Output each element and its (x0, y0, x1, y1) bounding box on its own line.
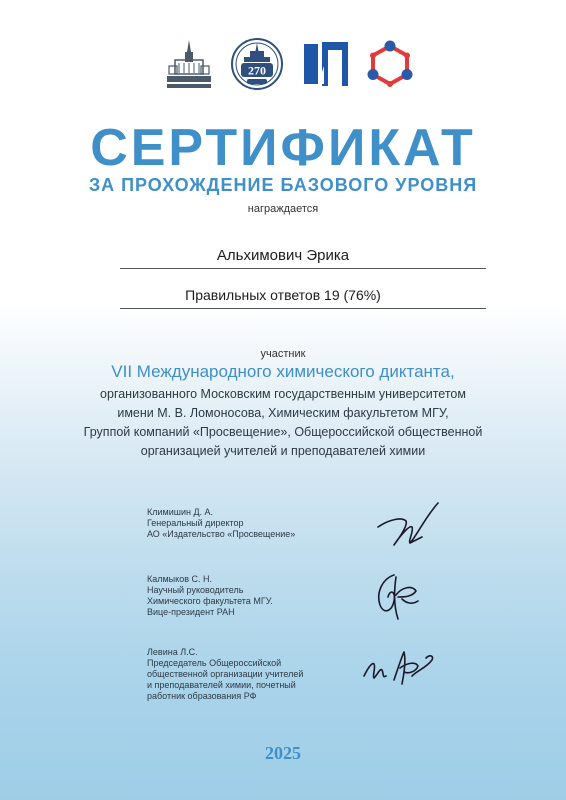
name-underline (120, 268, 486, 269)
msu-270-years-logo (229, 36, 285, 92)
signer-line: Генеральный директор (147, 518, 244, 528)
result-text: Правильных ответов 19 (76%) (185, 287, 381, 303)
description-line: имени М. В. Ломоносова, Химическим факультетом МГУ, (117, 406, 449, 420)
signer-line: работник образования РФ (147, 691, 257, 701)
signer-line: и преподавателей химии, почетный (147, 680, 296, 690)
signer-levina (147, 647, 303, 702)
signature-klimishin (372, 497, 442, 557)
signer-kalmykov (147, 574, 273, 618)
event-description (60, 385, 506, 461)
signer-line: Климишин Д. А. (147, 507, 214, 517)
signer-line: Химического факультета МГУ. (147, 596, 273, 606)
signer-line: Калмыков С. Н. (147, 574, 212, 584)
signature-kalmykov (372, 567, 422, 622)
signer-line: Левина Л.С. (147, 647, 198, 657)
msu-chemistry-faculty-logo (161, 36, 217, 92)
chemistry-teachers-organization-logo (362, 36, 418, 92)
signer-line: Научный руководитель (147, 585, 244, 595)
certificate-title: СЕРТИФИКАТ (90, 119, 476, 177)
awarded-label: награждается (247, 203, 319, 215)
signer-line: АО «Издательство «Просвещение» (147, 529, 296, 539)
signer-klimishin (147, 507, 295, 540)
description-line: организованного Московским государственным университетом (100, 387, 466, 401)
result-underline (120, 308, 486, 309)
signer-line: Председатель Общероссийской (147, 658, 282, 668)
recipient-name: Альхимович Эрика (216, 247, 350, 264)
certificate-subtitle: ЗА ПРОХОЖДЕНИЕ БАЗОВОГО УРОВНЯ (88, 175, 478, 195)
prosveshchenie-logo (298, 36, 354, 92)
signature-levina (360, 640, 440, 690)
description-line: Группой компаний «Просвещение», Общероссийской общественной (83, 425, 483, 439)
signer-line: общественной организации учителей (147, 669, 304, 679)
event-name: VII Международного химического диктанта, (111, 362, 455, 381)
signer-line: Вице-президент РАН (147, 607, 235, 617)
certificate-year: 2025 (265, 743, 301, 763)
description-line: организацией учителей и преподавателей химии (140, 444, 426, 458)
svg-text:270: 270 (248, 63, 266, 78)
participant-label: участник (260, 348, 306, 360)
